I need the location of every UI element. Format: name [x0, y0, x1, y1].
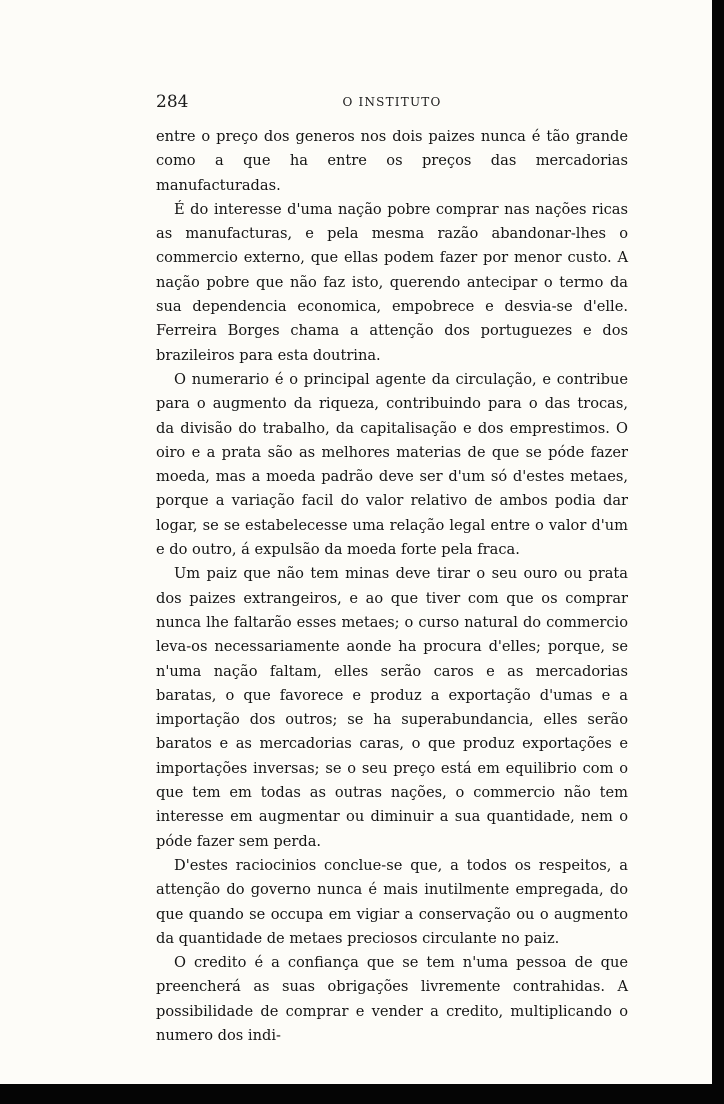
paragraph: entre o preço dos generos nos dois paizes nunca é tão grande como a que ha entre os preços das mercadorias manufacturadas.	[156, 128, 628, 194]
paragraph: D'estes raciocinios conclue-se que, a todos os respeitos, a attenção do governo nunca é mais inutilmente empregada, do que quando se occupa em vigiar a conservação ou o augmento da quantidade de metaes preciosos circulante no paiz.	[156, 856, 628, 947]
running-title: O INSTITUTO	[342, 95, 442, 109]
paragraph: Um paiz que não tem minas deve tirar o seu ouro ou prata dos paizes extrangeiros, e ao que tiver com que os comprar nunca lhe faltarão esses metaes; o curso natural do commercio leva-os necessariamente aonde ha procura d'elles; porque, se n'uma nação faltam, elles serão caros e as mercadorias baratas, o que favorece e produz a exportação d'umas e a importação dos outros; se ha superabundancia, elles serão baratos e as mercadorias caras, o que produz exportações e importações inversas; se o seu preço está em equilibrio com o que tem em todas as outras nações, o commercio não tem interesse em augmentar ou diminuir a sua quantidade, nem o póde fazer sem perda.	[156, 565, 628, 850]
scan-edge-right	[712, 0, 724, 1104]
page-number: 284	[156, 92, 189, 112]
paragraph: O credito é a confiança que se tem n'uma pessoa de que preencherá as suas obrigações livremente contrahidas. A possibilidade de comprar e vender a credito, multiplicando o numero dos indi-	[156, 954, 628, 1044]
paragraph: É do interesse d'uma nação pobre comprar nas nações ricas as manufacturas, e pela mesma razão abandonar-lhes o commercio externo, que ellas podem fazer por menor custo. A nação pobre que não faz isto, querendo antecipar o termo da sua dependencia economica, empobrece e desvia-se d'elle. Ferreira Borges chama a attenção dos portuguezes e dos brazileiros para esta doutrina.	[156, 200, 628, 364]
scan-edge-bottom	[0, 1084, 724, 1104]
paragraph: O numerario é o principal agente da circulação, e contribue para o augmento da riqueza, contribuindo para o das trocas, da divisão do trabalho, da capitalisação e dos emprestimos. O oiro e a prata são as melhores materias de que se póde fazer moeda, mas a moeda padrão deve ser d'um só d'estes metaes, porque a variação facil do valor relativo de ambos podia dar logar, se se estabelecesse uma relação legal entre o valor d'um e do outro, á expulsão da moeda forte pela fraca.	[156, 370, 628, 559]
page-header	[156, 92, 628, 118]
body-text	[156, 125, 628, 1048]
